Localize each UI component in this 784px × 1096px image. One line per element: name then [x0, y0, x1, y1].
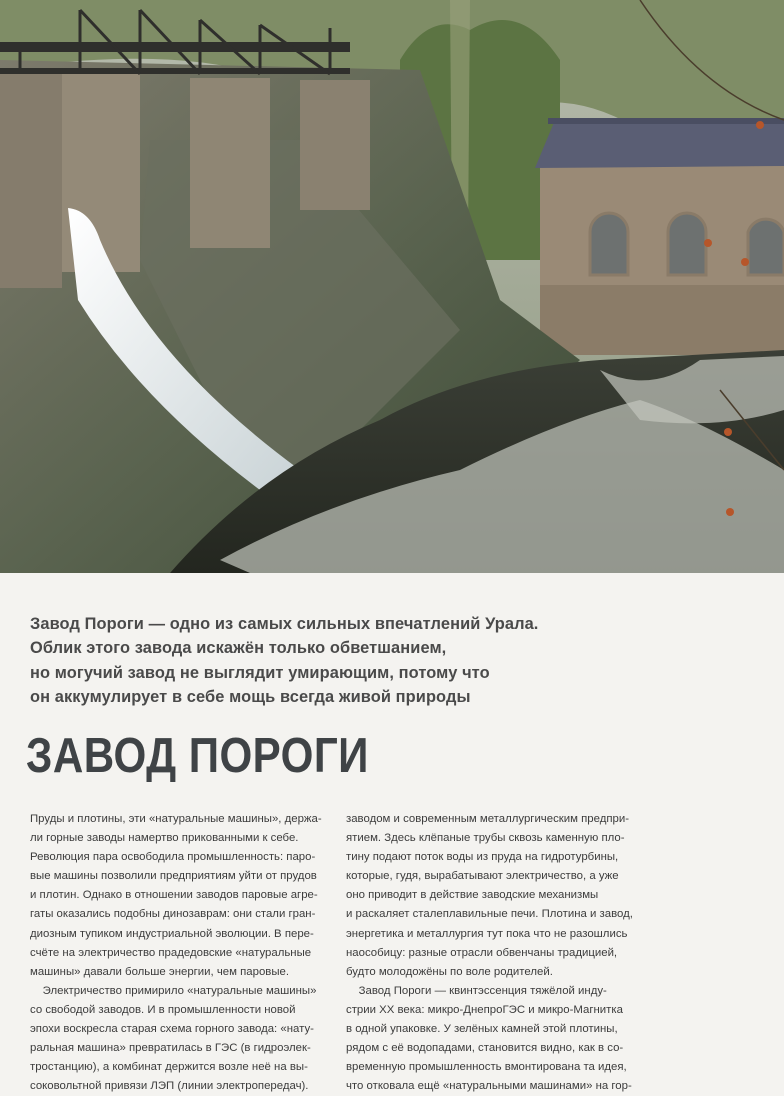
text-line: ральная машина» превратилась в ГЭС (в гидроэлек- [30, 1042, 311, 1055]
text-line: будто молодожёны по воле родителей. [346, 965, 553, 978]
text-line: вые машины позволили предприятиям уйти от прудов [30, 870, 317, 883]
text-line: и раскаляет сталеплавильные печи. Плотина и завод, [346, 908, 633, 921]
text-line: со свободой заводов. И в промышленности новой [30, 1003, 296, 1016]
text-line: соковольтной привязи ЛЭП (линии электропередач). [30, 1080, 309, 1093]
text-line: заводом и современным металлургическим предпри- [346, 813, 630, 825]
text-line: и плотин. Однако в отношении заводов паровые агре- [30, 889, 318, 902]
text-line: счёте на электричество прадедовские «натуральные [30, 946, 312, 959]
text-line: Пруды и плотины, эти «натуральные машины», держа- [30, 813, 322, 825]
text-line: оно приводит в действие заводские механизмы [346, 889, 599, 902]
text-line: тростанцию), а комбинат держится возле неё на вы- [30, 1061, 308, 1074]
left-text-column [30, 810, 328, 1096]
text-line: Завод Пороги — квинтэссенция тяжёлой инду- [346, 984, 607, 997]
text-line: которые, гудя, вырабатывают электричество, а уже [346, 870, 619, 883]
text-line: Электричество примирило «натуральные машины» [30, 984, 317, 997]
text-line: ятием. Здесь клёпаные трубы сквозь каменную пло- [346, 832, 625, 845]
article-title: ЗАВОД ПОРОГИ [26, 729, 369, 783]
right-text-column [346, 810, 646, 1096]
text-line: что отковала ещё «натуральными машинами» на гор- [346, 1080, 632, 1093]
text-line: временную промышленность вмонтирована та идея, [346, 1061, 627, 1074]
text-line: Революция пара освободила промышленность: паро- [30, 851, 316, 864]
text-line: эпохи воскресла старая схема горного завода: «нату- [30, 1023, 314, 1036]
lead-line: Облик этого завода искажён только обветшанием, [30, 639, 447, 658]
text-line: ли горные заводы намертво прикованными к себе. [30, 832, 299, 845]
lead-line: он аккумулирует в себе мощь всегда живой природы [30, 688, 471, 707]
text-line: рядом с её водопадами, становится видно, как в со- [346, 1042, 624, 1055]
text-line: машины» давали больше энергии, чем паровые. [30, 965, 290, 978]
text-line: энергетика и металлургия тут пока что не разошлись [346, 927, 628, 940]
lead-paragraph [30, 612, 590, 710]
lead-line: Завод Пороги — одно из самых сильных впечатлений Урала. [30, 615, 539, 633]
text-line: гаты оказались подобны динозаврам: они стали гран- [30, 908, 316, 921]
text-line: наособицу: разные отрасли обвенчаны традицией, [346, 946, 618, 959]
text-line: стрии XX века: микро-ДнепроГЭС и микро-Магнитка [346, 1003, 623, 1016]
text-line: диозным тупиком индустриальной эволюции. В пере- [30, 927, 314, 940]
lead-line: но могучий завод не выглядит умирающим, потому что [30, 663, 490, 682]
text-line: тину подают поток воды из пруда на гидротурбины, [346, 851, 619, 864]
text-line: в одной упаковке. У зелёных камней этой плотины, [346, 1023, 618, 1036]
